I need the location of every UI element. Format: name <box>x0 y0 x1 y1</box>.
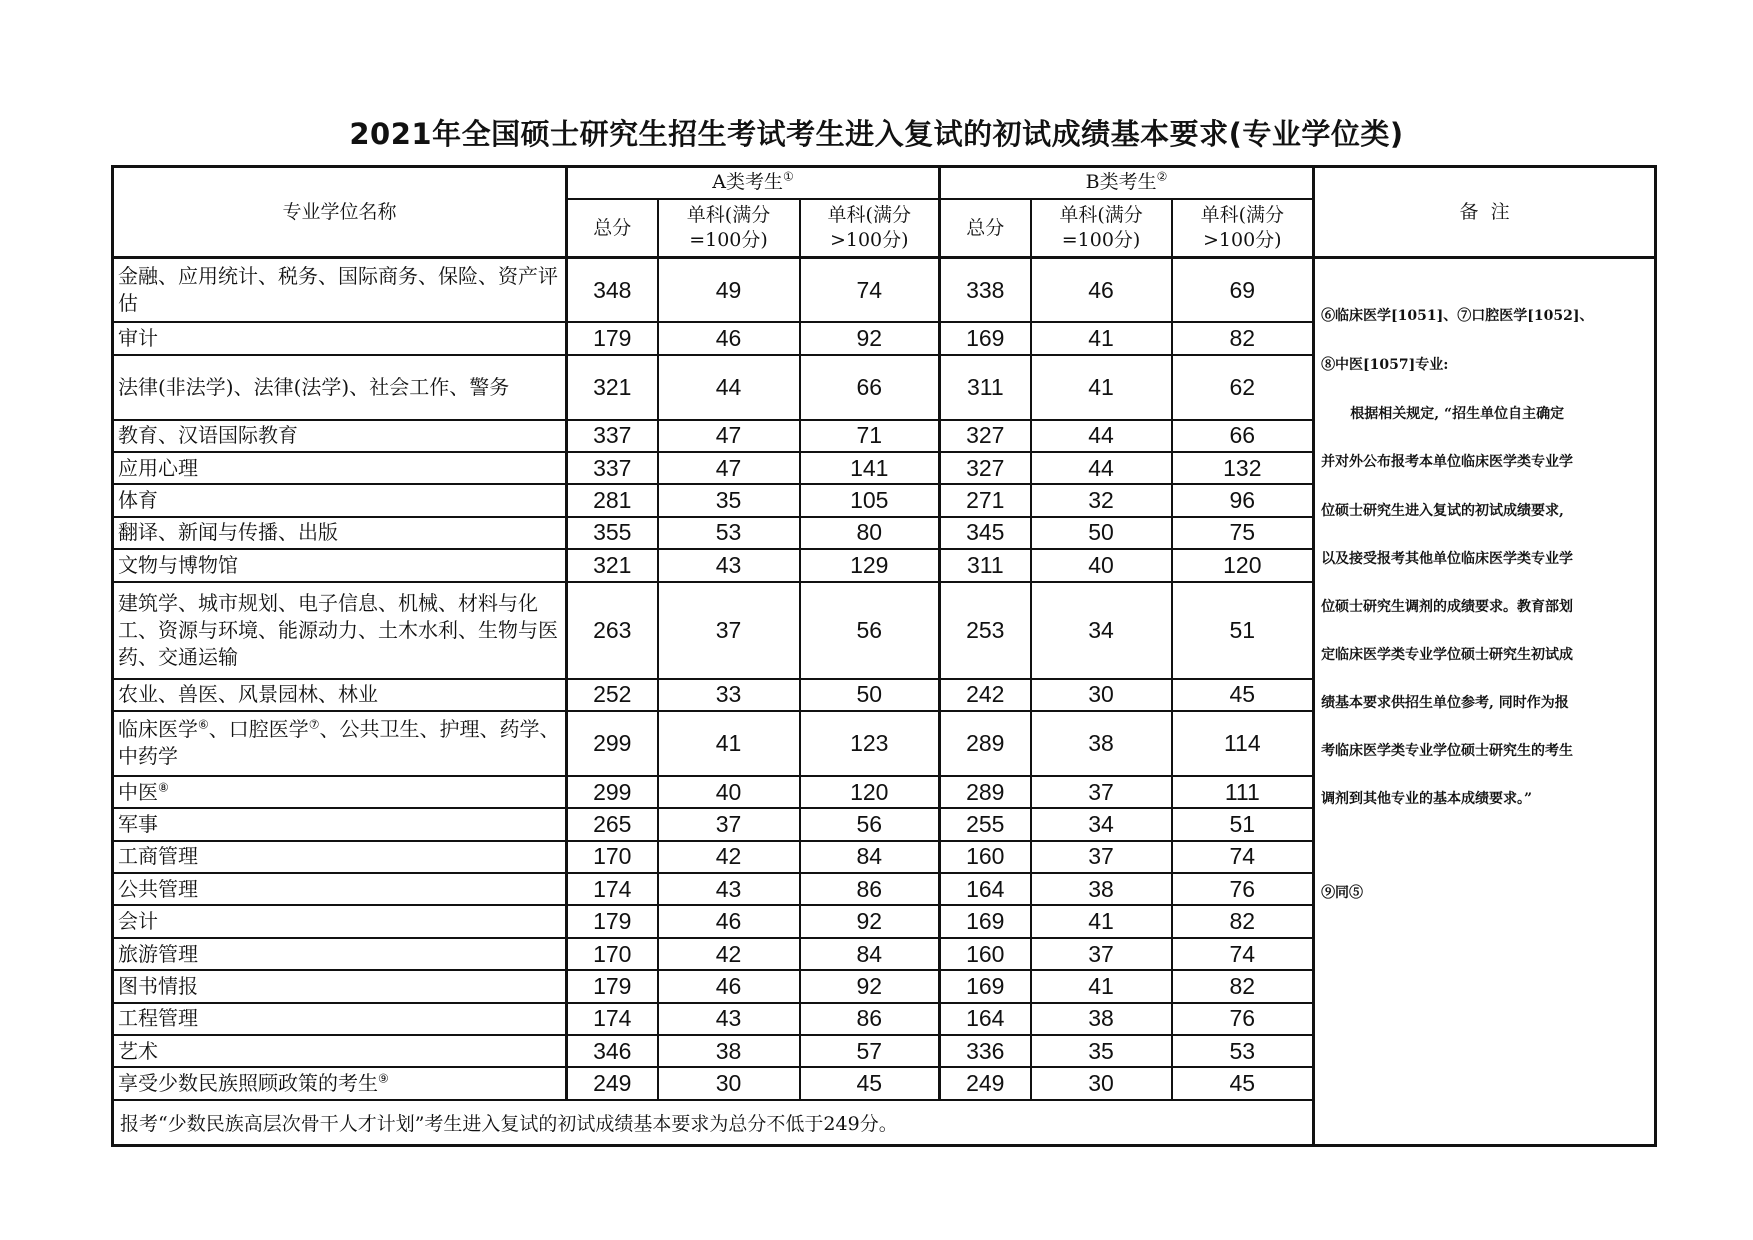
score-a-single-gt100: 45 <box>800 1067 940 1099</box>
score-a-single-gt100: 86 <box>800 873 940 905</box>
score-b-single-100: 41 <box>1031 905 1172 937</box>
score-a-single-gt100: 71 <box>800 420 940 452</box>
remarks-line: 调剂到其他专业的基本成绩要求。” <box>1321 791 1533 808</box>
score-b-single-100: 38 <box>1031 873 1172 905</box>
score-b-single-100: 35 <box>1031 1035 1172 1067</box>
score-a-single-gt100: 123 <box>800 711 940 776</box>
score-a-single-gt100: 92 <box>800 970 940 1002</box>
score-b-total: 249 <box>940 1067 1031 1099</box>
header-b-single-gt100: 单科(满分 >100分) <box>1172 199 1314 258</box>
score-b-single-gt100: 111 <box>1172 776 1314 808</box>
score-b-total: 255 <box>940 808 1031 840</box>
header-group-a: A类考生① <box>567 167 940 199</box>
score-a-total: 299 <box>567 776 658 808</box>
score-a-single-100: 40 <box>658 776 800 808</box>
score-a-single-100: 42 <box>658 938 800 970</box>
score-b-total: 242 <box>940 679 1031 711</box>
remarks-line: ⑧中医[1057]专业: <box>1321 357 1449 374</box>
score-a-single-gt100: 57 <box>800 1035 940 1067</box>
score-b-total: 311 <box>940 355 1031 420</box>
score-b-single-100: 38 <box>1031 1003 1172 1035</box>
score-b-single-100: 37 <box>1031 841 1172 873</box>
score-a-single-gt100: 105 <box>800 484 940 516</box>
score-b-single-100: 41 <box>1031 322 1172 354</box>
score-b-single-gt100: 45 <box>1172 679 1314 711</box>
major-name: 享受少数民族照顾政策的考生⑨ <box>113 1067 567 1099</box>
score-b-single-gt100: 75 <box>1172 517 1314 549</box>
score-b-single-gt100: 62 <box>1172 355 1314 420</box>
score-a-single-100: 43 <box>658 549 800 581</box>
major-name: 翻译、新闻与传播、出版 <box>113 517 567 549</box>
score-a-single-100: 49 <box>658 258 800 323</box>
score-a-single-100: 37 <box>658 582 800 679</box>
score-a-single-gt100: 120 <box>800 776 940 808</box>
score-a-total: 337 <box>567 420 658 452</box>
score-a-total: 321 <box>567 355 658 420</box>
score-b-single-gt100: 82 <box>1172 322 1314 354</box>
score-b-single-gt100: 120 <box>1172 549 1314 581</box>
score-a-single-100: 47 <box>658 452 800 484</box>
major-name: 艺术 <box>113 1035 567 1067</box>
major-name: 农业、兽医、风景园林、林业 <box>113 679 567 711</box>
score-a-total: 355 <box>567 517 658 549</box>
score-a-total: 321 <box>567 549 658 581</box>
score-a-single-gt100: 56 <box>800 808 940 840</box>
major-name: 体育 <box>113 484 567 516</box>
major-name: 工商管理 <box>113 841 567 873</box>
score-a-single-100: 30 <box>658 1067 800 1099</box>
header-group-b: B类考生② <box>940 167 1314 199</box>
score-b-single-gt100: 66 <box>1172 420 1314 452</box>
major-name: 建筑学、城市规划、电子信息、机械、材料与化工、资源与环境、能源动力、土木水利、生物与医药、交通运输 <box>113 582 567 679</box>
score-b-total: 169 <box>940 322 1031 354</box>
score-b-total: 160 <box>940 938 1031 970</box>
remarks-cell <box>1314 258 1656 1146</box>
score-a-total: 265 <box>567 808 658 840</box>
score-a-single-100: 37 <box>658 808 800 840</box>
header-remarks: 备 注 <box>1314 167 1656 258</box>
major-name: 图书情报 <box>113 970 567 1002</box>
score-a-single-gt100: 92 <box>800 905 940 937</box>
major-name: 工程管理 <box>113 1003 567 1035</box>
footnote-text: 报考“少数民族高层次骨干人才计划”考生进入复试的初试成绩基本要求为总分不低于249分。 <box>113 1100 1314 1146</box>
score-a-single-100: 47 <box>658 420 800 452</box>
score-b-total: 271 <box>940 484 1031 516</box>
score-b-single-100: 34 <box>1031 582 1172 679</box>
major-name: 教育、汉语国际教育 <box>113 420 567 452</box>
score-b-single-gt100: 132 <box>1172 452 1314 484</box>
score-b-total: 311 <box>940 549 1031 581</box>
score-b-total: 336 <box>940 1035 1031 1067</box>
score-b-total: 338 <box>940 258 1031 323</box>
score-b-single-gt100: 76 <box>1172 1003 1314 1035</box>
remarks-line: 绩基本要求供招生单位参考, 同时作为报 <box>1321 695 1569 712</box>
score-b-single-gt100: 96 <box>1172 484 1314 516</box>
header-b-single-100: 单科(满分 =100分) <box>1031 199 1172 258</box>
header-b-total: 总分 <box>940 199 1031 258</box>
major-name: 审计 <box>113 322 567 354</box>
score-b-single-gt100: 76 <box>1172 873 1314 905</box>
score-a-single-gt100: 141 <box>800 452 940 484</box>
score-a-single-gt100: 84 <box>800 841 940 873</box>
remarks-line: 以及接受报考其他单位临床医学类专业学 <box>1321 551 1574 568</box>
major-name: 金融、应用统计、税务、国际商务、保险、资产评估 <box>113 258 567 323</box>
remarks-line: ⑥临床医学[1051]、⑦口腔医学[1052]、 <box>1321 308 1594 325</box>
score-a-single-gt100: 66 <box>800 355 940 420</box>
score-b-single-100: 32 <box>1031 484 1172 516</box>
major-name: 临床医学⑥、口腔医学⑦、公共卫生、护理、药学、中药学 <box>113 711 567 776</box>
remarks-line: 并对外公布报考本单位临床医学类专业学 <box>1321 454 1574 471</box>
header-name-col: 专业学位名称 <box>113 167 567 258</box>
score-a-single-gt100: 50 <box>800 679 940 711</box>
remarks-line: 考临床医学类专业学位硕士研究生的考生 <box>1321 743 1574 760</box>
score-b-single-100: 41 <box>1031 355 1172 420</box>
score-a-single-gt100: 56 <box>800 582 940 679</box>
score-a-single-100: 41 <box>658 711 800 776</box>
score-a-total: 179 <box>567 905 658 937</box>
score-a-single-gt100: 129 <box>800 549 940 581</box>
score-a-total: 174 <box>567 1003 658 1035</box>
major-name: 旅游管理 <box>113 938 567 970</box>
score-a-total: 179 <box>567 970 658 1002</box>
remarks-line: 定临床医学类专业学位硕士研究生初试成 <box>1321 647 1574 664</box>
score-a-total: 299 <box>567 711 658 776</box>
score-b-total: 169 <box>940 970 1031 1002</box>
score-b-single-100: 30 <box>1031 1067 1172 1099</box>
major-name: 应用心理 <box>113 452 567 484</box>
score-b-total: 164 <box>940 1003 1031 1035</box>
score-a-total: 252 <box>567 679 658 711</box>
score-a-total: 263 <box>567 582 658 679</box>
score-a-total: 281 <box>567 484 658 516</box>
major-name: 公共管理 <box>113 873 567 905</box>
score-a-single-100: 35 <box>658 484 800 516</box>
table-row <box>113 258 1656 323</box>
score-b-single-100: 40 <box>1031 549 1172 581</box>
major-name: 文物与博物馆 <box>113 549 567 581</box>
remarks-line: 位硕士研究生调剂的成绩要求。教育部划 <box>1321 599 1574 616</box>
score-a-total: 170 <box>567 841 658 873</box>
score-a-single-100: 38 <box>658 1035 800 1067</box>
major-name: 会计 <box>113 905 567 937</box>
score-b-single-gt100: 69 <box>1172 258 1314 323</box>
score-a-total: 170 <box>567 938 658 970</box>
score-b-total: 327 <box>940 420 1031 452</box>
score-b-single-gt100: 51 <box>1172 582 1314 679</box>
score-b-single-100: 37 <box>1031 938 1172 970</box>
score-a-single-100: 43 <box>658 1003 800 1035</box>
score-b-single-gt100: 51 <box>1172 808 1314 840</box>
score-b-single-100: 41 <box>1031 970 1172 1002</box>
score-a-single-100: 44 <box>658 355 800 420</box>
score-b-total: 345 <box>940 517 1031 549</box>
score-b-total: 169 <box>940 905 1031 937</box>
score-a-single-gt100: 74 <box>800 258 940 323</box>
major-name: 法律(非法学)、法律(法学)、社会工作、警务 <box>113 355 567 420</box>
score-a-single-100: 43 <box>658 873 800 905</box>
score-b-single-100: 30 <box>1031 679 1172 711</box>
score-b-single-gt100: 114 <box>1172 711 1314 776</box>
header-a-total: 总分 <box>567 199 658 258</box>
score-b-single-gt100: 74 <box>1172 841 1314 873</box>
score-b-total: 164 <box>940 873 1031 905</box>
score-b-single-100: 38 <box>1031 711 1172 776</box>
header-a-single-gt100: 单科(满分 >100分) <box>800 199 940 258</box>
page-title: 2021年全国硕士研究生招生考试考生进入复试的初试成绩基本要求(专业学位类) <box>349 117 1404 151</box>
score-a-total: 249 <box>567 1067 658 1099</box>
score-a-total: 174 <box>567 873 658 905</box>
score-b-single-gt100: 82 <box>1172 970 1314 1002</box>
score-a-single-100: 33 <box>658 679 800 711</box>
score-b-single-gt100: 45 <box>1172 1067 1314 1099</box>
score-a-total: 179 <box>567 322 658 354</box>
score-a-single-gt100: 86 <box>800 1003 940 1035</box>
score-table <box>111 165 1657 1147</box>
header-a-single-100: 单科(满分 =100分) <box>658 199 800 258</box>
score-a-total: 348 <box>567 258 658 323</box>
score-b-single-gt100: 82 <box>1172 905 1314 937</box>
remarks-line: ⑨同⑤ <box>1321 885 1364 902</box>
score-b-single-100: 50 <box>1031 517 1172 549</box>
score-a-single-100: 46 <box>658 905 800 937</box>
score-a-single-gt100: 80 <box>800 517 940 549</box>
score-b-single-100: 44 <box>1031 420 1172 452</box>
score-a-single-100: 46 <box>658 322 800 354</box>
score-b-single-100: 44 <box>1031 452 1172 484</box>
score-b-single-gt100: 53 <box>1172 1035 1314 1067</box>
score-a-single-100: 42 <box>658 841 800 873</box>
score-a-single-gt100: 92 <box>800 322 940 354</box>
score-a-single-gt100: 84 <box>800 938 940 970</box>
score-a-single-100: 46 <box>658 970 800 1002</box>
score-b-total: 253 <box>940 582 1031 679</box>
score-a-single-100: 53 <box>658 517 800 549</box>
score-b-total: 327 <box>940 452 1031 484</box>
remarks-line: 根据相关规定, “招生单位自主确定 <box>1321 406 1565 423</box>
score-b-single-gt100: 74 <box>1172 938 1314 970</box>
score-a-total: 337 <box>567 452 658 484</box>
score-a-total: 346 <box>567 1035 658 1067</box>
major-name: 军事 <box>113 808 567 840</box>
score-b-single-100: 46 <box>1031 258 1172 323</box>
score-b-total: 289 <box>940 776 1031 808</box>
remarks-line: 位硕士研究生进入复试的初试成绩要求, <box>1321 503 1564 520</box>
score-b-single-100: 37 <box>1031 776 1172 808</box>
score-b-total: 289 <box>940 711 1031 776</box>
major-name: 中医⑧ <box>113 776 567 808</box>
score-b-total: 160 <box>940 841 1031 873</box>
score-b-single-100: 34 <box>1031 808 1172 840</box>
